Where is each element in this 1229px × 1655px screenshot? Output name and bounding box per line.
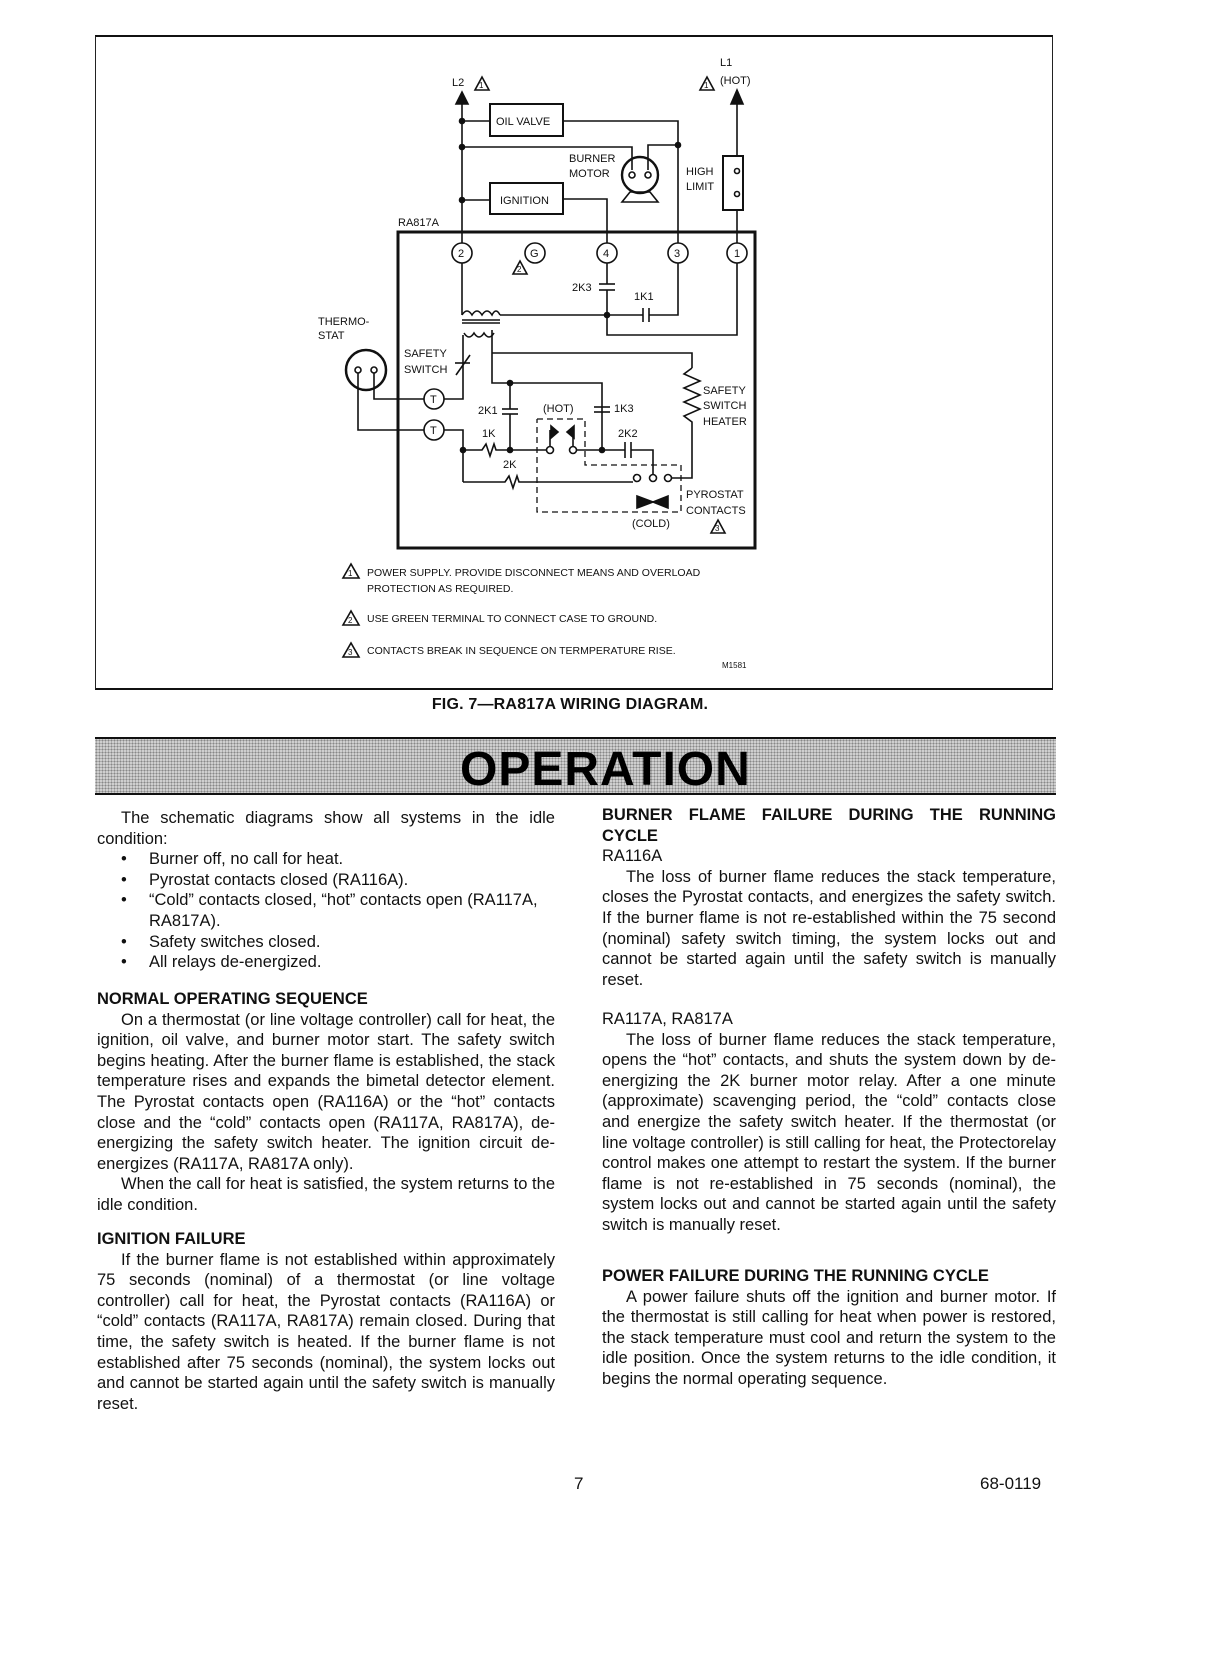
warning-1-number: 1 [479, 81, 484, 90]
burner-motor-icon [622, 157, 658, 193]
ra116a-text: The loss of burner flame reduces the stack temperature, closes the Pyrostat contacts, and energizes the safety switch. If the burner flame is not re-established within the 75 second (nominal) safety switch timing, the system locks out and cannot be started again until the safety switch is manually reset. [602, 867, 1056, 989]
ra117a-text: The loss of burner flame reduces the stack temperature, opens the “hot” contacts, and shuts the system down by de-energizing the 2K burner motor relay. After a one minute (approximate) scavenging period, the “cold” contacts close and energize the safety switch heater. If the thermostat (or line voltage controller) is still calling for heat, the Protectorelay control makes one attempt to restart the system. If the burner flame is not re-established in 75 seconds (nominal), the system locks out and cannot be started again until the safety switch is manually reset. [602, 1030, 1056, 1234]
figure-code: M1581 [722, 661, 747, 670]
label-limit: LIMIT [686, 181, 715, 193]
label-safety-switch-2: SWITCH [404, 364, 448, 376]
label-safety-switch: SAFETY [404, 348, 447, 360]
label-cold-contacts: (COLD) [632, 518, 670, 530]
list-item: • All relays de-energized. [149, 952, 555, 973]
ra117a-label: RA117A, RA817A [602, 1010, 733, 1028]
label-2k3: 2K3 [572, 282, 592, 294]
terminals [452, 243, 747, 274]
l1-arrow-icon [731, 90, 743, 104]
label-pyrostat: PYROSTAT [686, 489, 744, 501]
svg-text:3: 3 [674, 248, 681, 260]
label-ignition: IGNITION [500, 195, 549, 207]
label-hot-contacts: (HOT) [543, 403, 574, 415]
intro-text: The schematic diagrams show all systems in the idle condition: [97, 809, 555, 848]
section-banner [95, 737, 1056, 795]
label-l1: L1 [720, 57, 733, 69]
section-title: OPERATION [460, 743, 751, 796]
label-1k: 1K [482, 428, 496, 440]
high-limit-switch [723, 156, 743, 210]
warning-1-number: 1 [704, 81, 709, 90]
label-heater-2: SWITCH [703, 400, 747, 412]
power-failure-text: A power failure shuts off the ignition and burner motor. If the thermostat is still calling for heat when power is restored, the stack temperature must cool and return the system to the idle position. Once the system returns to the idle condition, it begins the normal operating sequence. [602, 1287, 1056, 1388]
wiring-diagram [0, 0, 1229, 720]
label-2k: 2K [503, 459, 517, 471]
label-motor: MOTOR [569, 168, 610, 180]
label-oil-valve: OIL VALVE [496, 116, 551, 128]
idle-condition-list [97, 849, 555, 973]
ignition-failure-heading: IGNITION FAILURE [97, 1230, 246, 1248]
warning-3-number: 3 [715, 524, 720, 533]
note-1-cont: PROTECTION AS REQUIRED. [367, 583, 514, 595]
normal-sequence-text: On a thermostat (or line voltage controller) call for heat, the ignition, oil valve, and burner motor start. The safety switch begins heating. After the burner flame is established, the stack temperature rises and expands the bimetal detector element. The Pyrostat contacts open (RA116A) or the “hot” contacts close and the “cold” contacts open (RA117A, RA817A), de-energizing the safety switch heater. The ignition circuit de-energizes (RA117A, RA817A only). [97, 1010, 555, 1173]
note-1: POWER SUPPLY. PROVIDE DISCONNECT MEANS AND OVERLOAD [367, 567, 701, 579]
power-failure-section [602, 1266, 1056, 1390]
document-number: 68-0119 [980, 1474, 1042, 1493]
svg-text:G: G [530, 248, 539, 260]
list-item: • Pyrostat contacts closed (RA116A). [149, 870, 555, 891]
ra116a-label: RA116A [602, 847, 663, 866]
svg-text:1: 1 [734, 248, 741, 260]
label-contacts: CONTACTS [686, 505, 746, 517]
power-failure-heading: POWER FAILURE DURING THE RUNNING CYCLE [602, 1267, 989, 1285]
thermostat-icon [346, 350, 386, 390]
diagram-notes [343, 564, 747, 670]
label-1k1: 1K1 [634, 291, 654, 303]
ignition-failure-section [97, 1229, 555, 1414]
page-number: 7 [574, 1474, 584, 1493]
flame-failure-heading: BURNER FLAME FAILURE DURING THE RUNNING CYCLE [602, 806, 1056, 845]
left-column [97, 808, 555, 973]
l2-arrow-icon [456, 92, 468, 104]
t-terminal: T [430, 425, 437, 437]
label-l2: L2 [452, 77, 465, 89]
normal-sequence-section [97, 989, 555, 1216]
svg-text:3: 3 [348, 648, 353, 657]
label-burner: BURNER [569, 153, 616, 165]
label-thermo: THERMO- [318, 316, 370, 328]
t-terminal: T [430, 394, 437, 406]
pyrostat-contacts-icon [637, 496, 668, 508]
svg-text:2: 2 [458, 248, 465, 260]
label-heater-1: SAFETY [703, 385, 746, 397]
label-2k1: 2K1 [478, 405, 498, 417]
label-2k2: 2K2 [618, 428, 638, 440]
flame-failure-section [602, 805, 1056, 990]
transformer-icon [462, 311, 500, 315]
normal-sequence-heading: NORMAL OPERATING SEQUENCE [97, 990, 368, 1008]
label-high: HIGH [686, 166, 714, 178]
list-item: • Safety switches closed. [149, 932, 555, 953]
note-2: USE GREEN TERMINAL TO CONNECT CASE TO GROUND. [367, 613, 658, 625]
heater-resistor-icon [684, 368, 700, 428]
normal-sequence-text-2: When the call for heat is satisfied, the system returns to the idle condition. [97, 1175, 555, 1214]
svg-text:1: 1 [348, 569, 353, 578]
label-heater-3: HEATER [703, 416, 747, 428]
label-model: RA817A [398, 217, 439, 229]
note-3: CONTACTS BREAK IN SEQUENCE ON TERMPERATURE RISE. [367, 645, 676, 657]
list-item: • Burner off, no call for heat. [149, 849, 555, 870]
figure-caption: FIG. 7—RA817A WIRING DIAGRAM. [431, 696, 709, 713]
svg-text:4: 4 [603, 248, 610, 260]
label-stat: STAT [318, 330, 345, 342]
ra117a-section [602, 1009, 1056, 1236]
ignition-failure-text: If the burner flame is not established within approximately 75 seconds (nominal) of a thermostat (or line voltage controller) call for heat, the Pyrostat contacts (RA116A) or “cold” contacts (RA117A, RA817A) remain closed. During that time, the safety switch is heated. If the burner flame is not established after 75 seconds (nominal), the system locks out and cannot be started again until the safety switch is manually reset. [97, 1250, 555, 1413]
label-1k3: 1K3 [614, 403, 634, 415]
svg-text:2: 2 [348, 616, 353, 625]
label-hot-top: (HOT) [720, 75, 751, 87]
svg-text:2: 2 [517, 265, 522, 274]
list-item: • “Cold” contacts closed, “hot” contacts open (RA117A, RA817A). [149, 890, 555, 931]
